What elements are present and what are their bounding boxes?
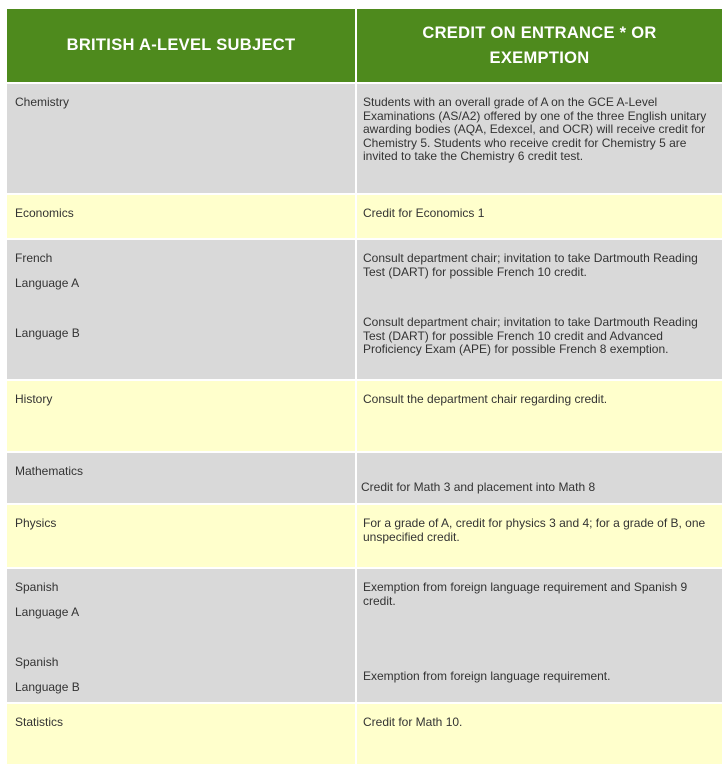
subject-cell: French <box>15 251 53 265</box>
subject-cell: Statistics <box>15 715 64 729</box>
credit-cell: Exemption from foreign language requirement. <box>363 669 611 683</box>
credit-table <box>7 9 722 764</box>
table-row <box>7 702 722 764</box>
table-row <box>7 567 722 702</box>
subject-subcell: Language A <box>15 276 80 290</box>
table-row <box>7 451 722 503</box>
credit-cell: Consult department chair; invitation to take Dartmouth Reading Test (DART) for possible French 10 credit. <box>363 251 698 279</box>
table-row <box>7 503 722 567</box>
subject-subcell: Language B <box>15 680 80 694</box>
table-header <box>7 9 722 82</box>
column-divider <box>355 195 357 238</box>
subject-cell: Spanish <box>15 655 59 669</box>
table-row <box>7 193 722 238</box>
table-row <box>7 379 722 451</box>
column-divider <box>355 453 357 503</box>
subject-cell: Mathematics <box>15 464 84 478</box>
header-subject: BRITISH A-LEVEL SUBJECT <box>66 36 296 54</box>
credit-cell: Credit for Math 3 and placement into Math 8 <box>361 480 596 494</box>
column-divider <box>355 505 357 567</box>
table-row <box>7 82 722 193</box>
subject-subcell: Language A <box>15 605 80 619</box>
credit-cell: Credit for Economics 1 <box>363 206 485 220</box>
subject-cell: Spanish <box>15 580 59 594</box>
subject-cell: Physics <box>15 516 57 530</box>
credit-cell: Consult department chair; invitation to take Dartmouth Reading Test (DART) for possible French 10 credit and Advanced Proficiency Exam (APE) for possible French 8 exemption. <box>363 315 698 356</box>
column-divider <box>355 704 357 764</box>
credit-cell: Consult the department chair regarding credit. <box>363 392 608 406</box>
subject-cell: Economics <box>15 206 74 220</box>
subject-cell: History <box>15 392 53 406</box>
column-divider <box>355 381 357 451</box>
column-divider <box>355 569 357 702</box>
credit-cell: Exemption from foreign language requirement and Spanish 9 credit. <box>363 580 688 608</box>
subject-subcell: Language B <box>15 326 80 340</box>
subject-cell: Chemistry <box>15 95 70 109</box>
credit-cell: Students with an overall grade of A on the GCE A-Level Examinations (AS/A2) offered by one of the three English unitary awarding bodies (AQA, Edexcel, and OCR) will receive credit for Chemistry 5. Students who receive credit for Chemistry 5 are invited to take the Chemistry 6 credit test. <box>363 95 707 163</box>
credit-cell: For a grade of A, credit for physics 3 and 4; for a grade of B, one unspecified credit. <box>363 516 706 544</box>
table-row <box>7 238 722 379</box>
credit-cell: Credit for Math 10. <box>363 715 463 729</box>
header-credit: CREDIT ON ENTRANCE * OR EXEMPTION <box>422 23 657 67</box>
column-divider <box>355 240 357 379</box>
column-divider <box>355 84 357 193</box>
